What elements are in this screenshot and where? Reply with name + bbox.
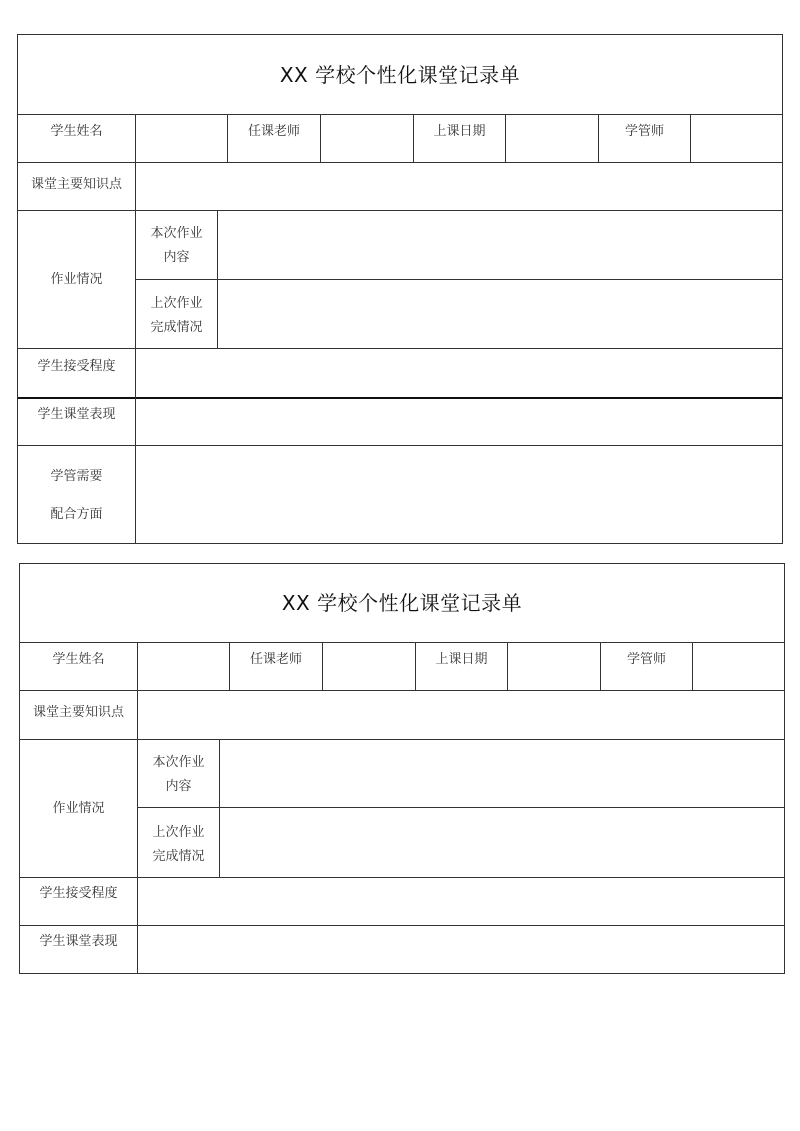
homework-label: 作业情况	[50, 271, 103, 287]
student-name-field[interactable]	[136, 115, 227, 162]
acceptance-label: 学生接受程度	[39, 886, 118, 901]
performance-field[interactable]	[136, 399, 782, 445]
date-label: 上课日期	[435, 652, 488, 667]
homework-label: 作业情况	[52, 800, 105, 816]
acceptance-field[interactable]	[136, 349, 782, 397]
knowledge-field[interactable]	[136, 163, 782, 210]
date-label: 上课日期	[433, 124, 486, 139]
last-homework-field[interactable]	[220, 808, 784, 877]
knowledge-field[interactable]	[138, 691, 784, 739]
date-field[interactable]	[506, 115, 598, 162]
acceptance-field[interactable]	[138, 878, 784, 925]
manager-field[interactable]	[693, 643, 784, 690]
cooperation-line2: 配合方面	[50, 506, 103, 522]
current-homework-label	[136, 211, 217, 279]
record-form-2	[19, 563, 785, 974]
form-title: XX 学校个性化课堂记录单	[279, 62, 521, 87]
manager-field[interactable]	[691, 115, 782, 162]
cooperation-line1: 学管需要	[50, 468, 103, 484]
knowledge-label: 课堂主要知识点	[32, 705, 124, 720]
date-field[interactable]	[508, 643, 600, 690]
current-homework-label	[138, 740, 219, 807]
last-homework-field[interactable]	[218, 280, 782, 348]
last-homework-line2: 完成情况	[152, 848, 205, 864]
teacher-label: 任课老师	[247, 124, 300, 139]
last-homework-line1: 上次作业	[152, 824, 205, 840]
form-title: XX 学校个性化课堂记录单	[281, 591, 523, 615]
current-homework-line2: 内容	[165, 778, 192, 794]
cooperation-label	[18, 446, 135, 543]
performance-label: 学生课堂表现	[37, 407, 116, 422]
current-homework-line2: 内容	[163, 250, 190, 265]
current-homework-field[interactable]	[218, 211, 782, 279]
teacher-field[interactable]	[323, 643, 415, 690]
teacher-field[interactable]	[321, 115, 413, 162]
student-name-field[interactable]	[138, 643, 229, 690]
last-homework-label	[138, 808, 219, 877]
student-name-label: 学生姓名	[52, 652, 105, 667]
performance-label: 学生课堂表现	[39, 934, 118, 949]
cooperation-field[interactable]	[136, 446, 782, 543]
last-homework-label	[136, 280, 217, 348]
manager-label: 学管师	[626, 652, 666, 667]
last-homework-line2: 完成情况	[150, 320, 203, 335]
current-homework-line1: 本次作业	[150, 226, 203, 241]
student-name-label: 学生姓名	[50, 124, 103, 139]
knowledge-label: 课堂主要知识点	[30, 177, 122, 192]
current-homework-line1: 本次作业	[152, 754, 205, 770]
acceptance-label: 学生接受程度	[37, 359, 116, 374]
teacher-label: 任课老师	[249, 652, 302, 667]
current-homework-field[interactable]	[220, 740, 784, 807]
record-form-1	[17, 34, 783, 544]
last-homework-line1: 上次作业	[150, 296, 203, 311]
performance-field[interactable]	[138, 926, 784, 973]
manager-label: 学管师	[624, 124, 664, 139]
